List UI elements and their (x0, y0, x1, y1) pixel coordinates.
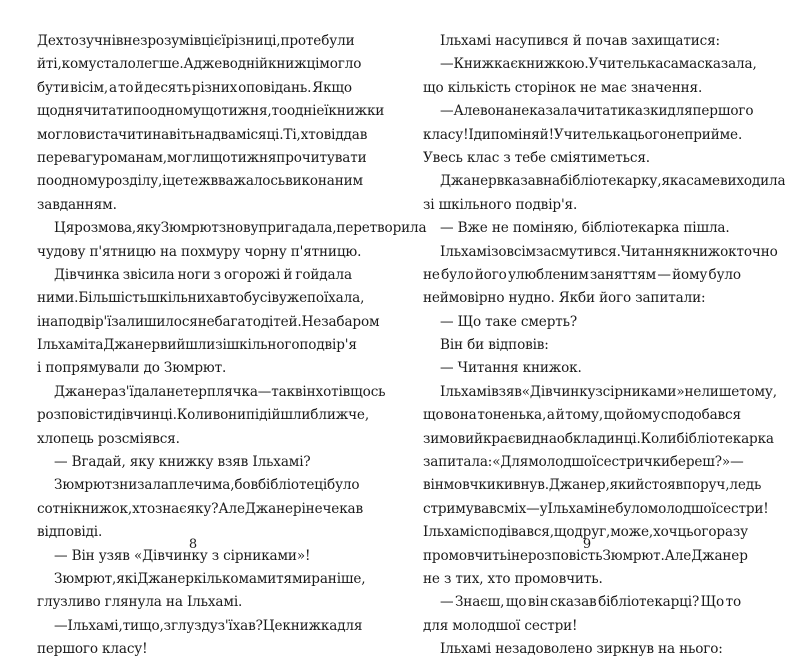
text-line: першого класу! (37, 641, 148, 658)
text-line: він мовчки кивнув. Джанер, який стояв поруч, ледь (423, 477, 762, 494)
left-page-number: 8 (188, 537, 198, 552)
text-line: — Читання книжок. (440, 360, 582, 377)
right-page (384, 0, 785, 658)
text-line: і попрямували до Зюмрют. (37, 360, 227, 377)
text-line: — Що таке смерть? (440, 313, 578, 330)
text-line: Увесь клас з тебе сміятиметься. (423, 149, 650, 166)
text-line: неймовірно нудно. Якби його запитали: (423, 290, 706, 307)
text-line: Джанера з'їдала нетерплячка — так він хотів щось (54, 383, 386, 400)
text-line: щодня читати по одному щотижня, то одніеї книжки (37, 103, 385, 120)
text-line: зимовий краєвид на обкладинці. Коли бібліотекарка (423, 430, 774, 447)
text-line: по одному розділу, і це теж вважалось виконаним (37, 173, 363, 190)
text-line: Ільхамі насупився й почав захищатися: (440, 33, 720, 49)
text-line: перевагу романам, могли щотижня прочитувати (37, 149, 367, 166)
text-line: Ільхамі сподівався, що друг, може, хоч цього разу (423, 524, 749, 541)
text-line: Ільхамі та Джанер вийшли зі шкільного подвір'я (37, 337, 357, 354)
text-line: не з тих, хто промовчить. (423, 570, 603, 587)
text-line: відповіді. (37, 524, 103, 541)
text-line: розповісти дівчинці. Коли вони підійшли ближче, (37, 407, 369, 424)
text-line: Ільхамі зовсім засмутився. Читання книжок точно (440, 243, 778, 260)
text-line: Ця розмова, яку Зюмрют знову пригадала, перетворила (54, 220, 427, 237)
text-line: — Але вона не казала читати казки для першого (440, 103, 754, 120)
text-line: глузливо глянула на Ільхамі. (37, 594, 243, 611)
text-line: і на подвір'ї залишилося небагато дітей. Незабаром (37, 313, 380, 330)
text-line: Дівчинка звісила ноги з огорожі й гойдала (54, 266, 352, 283)
text-line: могло вистачити навіть на два місяці. Ті, хто віддав (37, 126, 368, 143)
text-line: Джанер вказав на бібліотекарку, яка саме виходила (440, 173, 785, 190)
text-line: сотні книжок, хто знає яку? Але Джанер і не чекав (37, 500, 364, 517)
text-line: Зюмрют, як і Джанер кількома митями раніше, (54, 570, 366, 587)
text-line: промовчить і не розповість Зюмрют. Але Джанер (423, 547, 748, 564)
text-line: — Ільхамі, ти що, з глузду з'їхав? Це книжка для (54, 617, 363, 634)
text-line: — Він узяв «Дівчинку з сірниками»! (54, 547, 311, 564)
text-line: Ільхамі незадоволено зиркнув на нього: (440, 641, 723, 658)
text-line: що вона тоненька, а й тому, що йому сподобався (423, 407, 741, 424)
text-line: ними. Більшість шкільних автобусів уже поїхала, (37, 290, 365, 307)
text-line: бути вісім, а то й десять різних оповідань. Якщо (37, 79, 352, 96)
text-line: — Знаєш, що він сказав бібліотекарці? Що то (440, 594, 741, 611)
text-line: хлопець розсміявся. (37, 430, 180, 447)
text-line: — Вже не поміняю, бібліотекарка пішла. (440, 220, 730, 237)
text-line: для молодшої сестри! (423, 617, 578, 634)
text-line: й ті, кому стало легше. Адже в одній книжці могло (37, 56, 362, 73)
right-page-text (423, 30, 785, 662)
text-line: Зюмрют знизала плечима, бо в бібліотеці було (54, 477, 360, 494)
text-line: завданням. (37, 196, 117, 213)
text-line: стримував сміх — у Ільхамі не було молодшої сестри! (423, 500, 769, 517)
text-line: Він би відповів: (440, 337, 549, 354)
text-line: Дехто з учнів не зрозумів цієї різниці, проте були (37, 33, 355, 49)
text-line: що кількість сторінок не має значення. (423, 79, 703, 96)
left-page-text (37, 30, 427, 662)
text-line: — Книжка є книжкою. Учителька сама сказала, (440, 56, 757, 73)
text-line: класу! Іди поміняй! Учителька цього не прийме. (423, 126, 743, 143)
text-line: — Вгадай, яку книжку взяв Ільхамі? (54, 454, 311, 471)
right-page-number: 9 (582, 537, 592, 552)
text-line: запитала: «Для молодшої сестрички береш?» — (423, 454, 744, 471)
text-line: не було його улюбленим заняттям — йому було (423, 266, 741, 283)
text-line: чудову п'ятницю на похмуру чорну п'ятницю. (37, 243, 362, 260)
text-line: зі шкільного подвір'я. (423, 196, 578, 213)
text-line: Ільхамі взяв «Дівчинку з сірниками» не лише тому, (440, 383, 777, 400)
